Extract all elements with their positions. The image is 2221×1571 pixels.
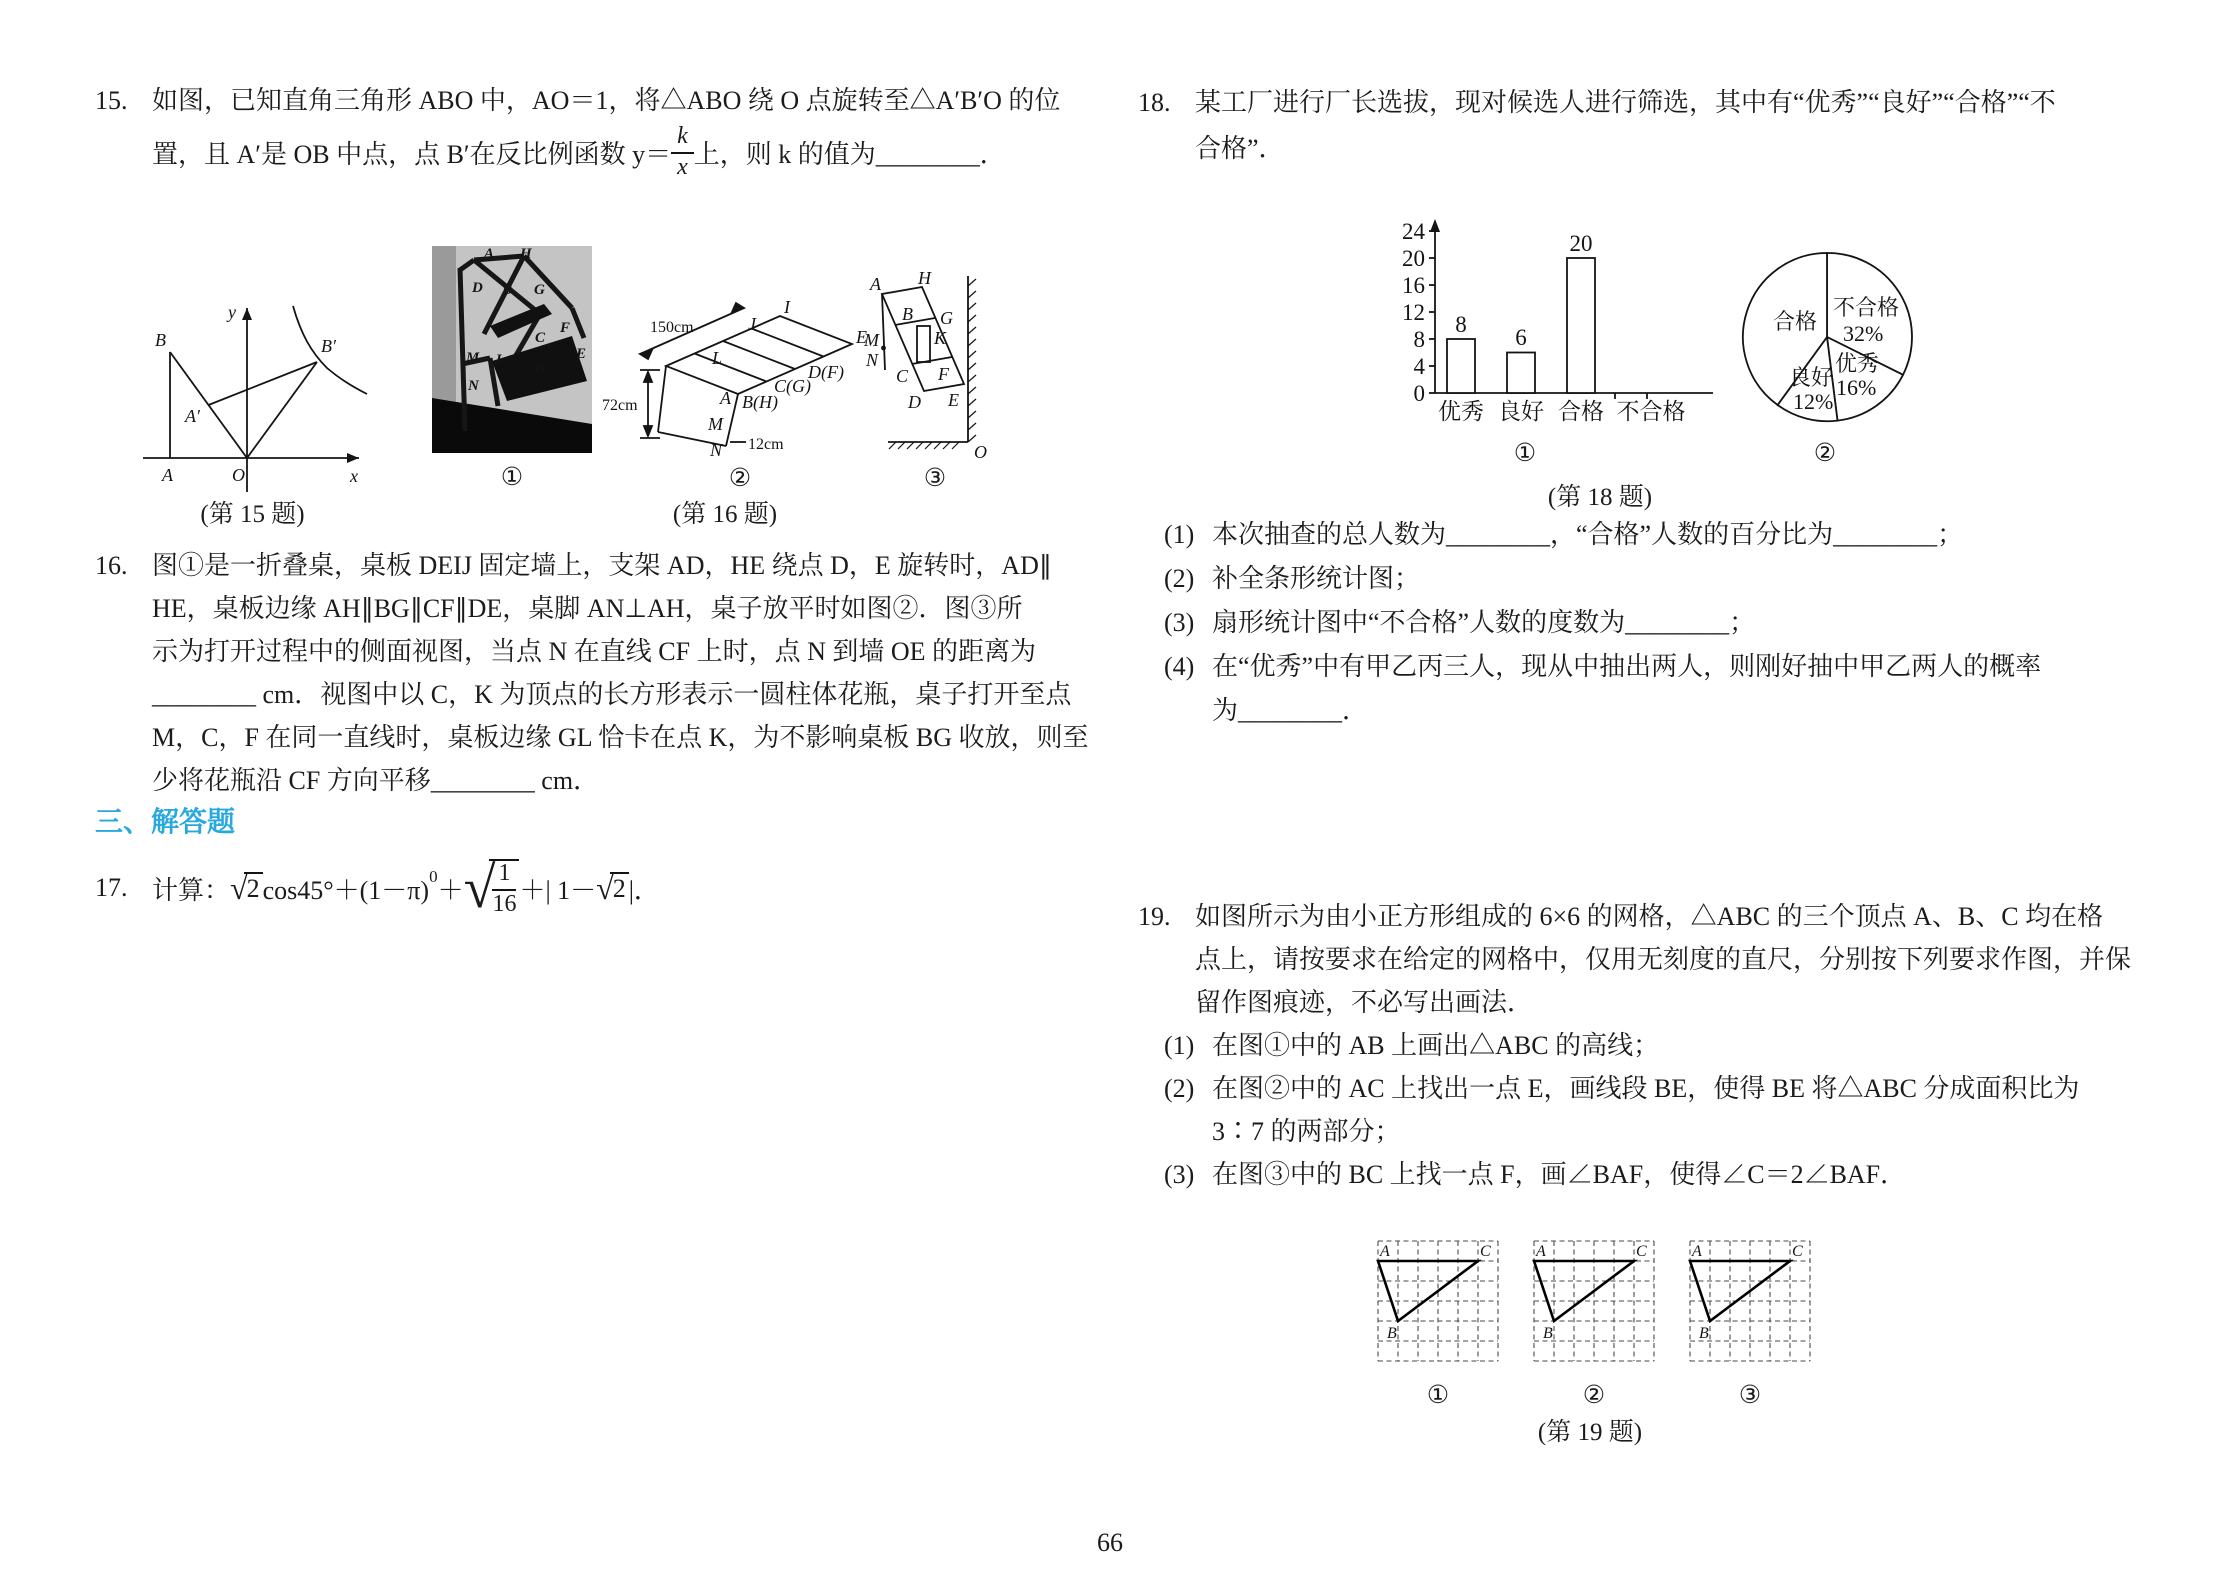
pie-label-buhege: 不合格 <box>1833 295 1900 320</box>
p19-line2: 点上，请按要求在给定的网格中，仅用无刻度的直尺，分别按下列要求作图，并保 <box>1195 945 2132 974</box>
dim-12cm: 12cm <box>748 436 784 453</box>
p18-sub4 <box>1164 646 2041 683</box>
sqrt-fraction <box>463 855 520 920</box>
grid3-label-A: A <box>1692 1243 1702 1260</box>
fig2-label-BH: B(H) <box>742 392 778 412</box>
p19-sub1 <box>1164 1025 1659 1062</box>
fig3-label-N: N <box>866 350 879 370</box>
p19-line3: 留作图痕迹，不必写出画法． <box>1195 988 1534 1017</box>
figure-16-diagram-3-caption: ③ <box>923 465 947 492</box>
p17-mid1: cos45°＋(1－π) <box>262 875 430 905</box>
triangle-ABC <box>1534 1261 1634 1321</box>
p19-sub3-number: (3) <box>1164 1160 1195 1189</box>
p18-sub3 <box>1164 602 1755 639</box>
cat-lianghao: 良好 <box>1498 399 1544 424</box>
fig2-label-J: J <box>748 314 756 334</box>
photo-label-M: M <box>466 350 480 366</box>
label-B-prime: B′ <box>321 336 336 356</box>
label-A: A <box>162 465 173 485</box>
pie-chart-caption: ② <box>1813 440 1837 467</box>
pie-chart <box>1735 243 1925 443</box>
bar-chart-ytick-labels <box>1402 219 1426 406</box>
fig2-label-CG: C(G) <box>774 376 811 396</box>
value-8: 8 <box>1455 312 1467 337</box>
fig2-label-A: A <box>720 388 731 408</box>
p16-line4: ________ cm．视图中以 C，K 为顶点的长方形表示一圆柱体花瓶，桌子打开至点 <box>152 680 1072 709</box>
y-axis-label: y <box>228 302 236 322</box>
fig2-label-M: M <box>708 414 723 434</box>
p18-sub4-wrap: 为________． <box>1212 696 1369 725</box>
p18-sub3-number: (3) <box>1164 608 1195 637</box>
photo-label-N: N <box>468 378 479 394</box>
fig3-label-H: H <box>918 268 931 288</box>
radicand-2b: 2 <box>610 872 629 904</box>
p18-sub1-text: 本次抽查的总人数为________，“合格”人数的百分比为________； <box>1212 520 1964 549</box>
x-axis-label: x <box>350 466 358 486</box>
p16-line3: 示为打开过程中的侧面视图，当点 N 在直线 CF 上时，点 N 到墙 OE 的距离为 <box>152 637 1037 666</box>
p17-end: |． <box>628 875 660 905</box>
p17-prefix: 计算： <box>152 875 231 905</box>
p16-line1 <box>95 545 1052 582</box>
figure-18-caption: (第 18 题) <box>1547 484 1653 511</box>
bar-youxiu <box>1447 339 1475 393</box>
grid-1-caption: ① <box>1426 1382 1450 1409</box>
p19-sub1-text: 在图①中的 AB 上画出△ABC 的高线； <box>1212 1031 1660 1060</box>
fig2-label-N: N <box>710 440 723 460</box>
p18-line1 <box>1138 82 2056 119</box>
sqrt-2-first <box>230 872 263 904</box>
p18-sub1 <box>1164 514 1963 551</box>
p18-sub1-number: (1) <box>1164 520 1195 549</box>
radical-sign: √ <box>230 870 248 906</box>
radicand-2: 2 <box>244 872 263 904</box>
photo-label-J: J <box>494 352 502 368</box>
fraction-numerator: k <box>671 124 694 153</box>
photo-label-G: G <box>534 282 545 298</box>
p18-sub3-text: 扇形统计图中“不合格”人数的度数为________； <box>1212 608 1756 637</box>
fig3-label-C: C <box>896 366 909 386</box>
p18-sub4-number: (4) <box>1164 652 1195 681</box>
fig3-label-B: B <box>902 304 913 324</box>
fraction-1-over-16 <box>492 861 516 916</box>
ytick-4: 4 <box>1413 354 1425 379</box>
bar-lianghao <box>1507 353 1535 394</box>
p19-number: 19. <box>1138 902 1171 931</box>
value-20: 20 <box>1569 231 1593 256</box>
fig2-label-E: E <box>856 327 867 347</box>
p18-sub2-text: 补全条形统计图； <box>1212 564 1421 593</box>
p19-sub2 <box>1164 1068 2079 1105</box>
p17-mid2: ＋| 1－ <box>519 875 597 905</box>
p19-sub2-text: 在图②中的 AC 上找出一点 E，画线段 BE，使得 BE 将△ABC 分成面积比为 <box>1212 1074 2080 1103</box>
p16-line5: M，C，F 在同一直线时，桌板边缘 GL 恰卡在点 K，为不影响桌板 BG 收放，则至 <box>152 723 1089 752</box>
fraction-k-over-x <box>671 124 694 179</box>
fig2-label-DF: D(F) <box>808 362 844 382</box>
dim-72cm: 72cm <box>602 397 638 414</box>
fig3-label-O: O <box>974 442 987 462</box>
p16-line1-text: 图①是一折叠桌，桌板 DEIJ 固定墙上，支架 AD，HE 绕点 D，E 旋转时，AD∥ <box>152 551 1052 580</box>
ytick-12: 12 <box>1402 300 1425 325</box>
ytick-20: 20 <box>1402 246 1425 271</box>
dim-150cm: 150cm <box>650 319 694 336</box>
ytick-24: 24 <box>1402 219 1425 244</box>
pie-label-youxiu: 优秀 <box>1835 351 1880 376</box>
figure-16-photo <box>432 246 592 453</box>
fig3-label-G: G <box>940 308 953 328</box>
photo-label-B: B <box>502 282 513 298</box>
fraction-denominator: x <box>677 153 688 180</box>
radical-sign: √ <box>596 870 614 906</box>
fraction-numerator: 1 <box>492 861 516 890</box>
label-O: O <box>232 465 245 485</box>
figure-15-caption: (第 15 题) <box>200 501 305 528</box>
p15-line2 <box>152 118 1006 186</box>
p17-number: 17. <box>95 873 128 902</box>
p15-number: 15. <box>95 86 128 115</box>
p18-sub2-number: (2) <box>1164 564 1195 593</box>
pie-label-hege: 合格 <box>1773 309 1818 334</box>
grid3-label-B: B <box>1699 1325 1709 1342</box>
grid-2-caption: ② <box>1582 1382 1606 1409</box>
fig3-label-F: F <box>938 364 949 384</box>
fig2-label-I: I <box>784 297 790 317</box>
figure-16-diagram-2 <box>602 296 892 464</box>
grid2-label-B: B <box>1543 1325 1553 1342</box>
bar-chart-caption: ① <box>1513 440 1537 467</box>
grid2-label-C: C <box>1636 1243 1647 1260</box>
p15-line1-text: 如图，已知直角三角形 ABO 中，AO＝1，将△ABO 绕 O 点旋转至△A′B′O 的位 <box>152 86 1061 115</box>
fraction-denominator: 16 <box>492 890 517 917</box>
bar-chart-y-arrow <box>1430 219 1440 232</box>
p17-line <box>95 846 660 930</box>
page-number: 66 <box>1097 1528 1123 1557</box>
cat-youxiu: 优秀 <box>1438 399 1484 424</box>
triangle-ABC <box>1378 1261 1478 1321</box>
p15-line2a-text: 置，且 A′是 OB 中点，点 B′在反比例函数 y＝ <box>152 139 672 169</box>
fig3-label-A: A <box>870 274 881 294</box>
figure-16-diagram-2-caption: ② <box>728 465 752 492</box>
photo-label-D2: D <box>534 362 545 378</box>
x-axis-arrow <box>347 453 359 463</box>
pie-pct-buhege: 32% <box>1843 321 1884 346</box>
photo-label-C: C <box>535 330 546 346</box>
grid-3-caption: ③ <box>1738 1382 1762 1409</box>
ytick-0: 0 <box>1413 381 1425 406</box>
grid3-label-C: C <box>1792 1243 1803 1260</box>
fig3-label-D: D <box>908 392 921 412</box>
pie-pct-lianghao: 12% <box>1793 389 1834 414</box>
value-6: 6 <box>1515 325 1527 350</box>
grid1-label-C: C <box>1480 1243 1491 1260</box>
label-B: B <box>155 330 166 350</box>
grid2-label-A: A <box>1536 1243 1546 1260</box>
p18-sub2 <box>1164 558 1420 595</box>
pie-label-lianghao: 良好 <box>1789 365 1834 390</box>
figure-16-diagram-3 <box>862 268 1012 462</box>
fig2-label-L: L <box>712 348 723 368</box>
p15-line1 <box>95 80 1060 117</box>
label-A-prime: A′ <box>185 406 200 426</box>
cat-hege: 合格 <box>1558 399 1604 424</box>
fig3-label-M: M <box>864 330 879 350</box>
p16-number: 16. <box>95 551 128 580</box>
fig3-label-K: K <box>934 328 947 348</box>
p18-sub4-text: 在“优秀”中有甲乙丙三人，现从中抽出两人，则刚好抽中甲乙两人的概率 <box>1212 652 2042 681</box>
photo-label-A: A <box>484 246 495 262</box>
triangle-ABC <box>1690 1261 1790 1321</box>
p18-line2: 合格”． <box>1195 134 1285 163</box>
p19-sub3 <box>1164 1154 1906 1191</box>
p16-line6: 少将花瓶沿 CF 方向平移________ cm． <box>152 766 600 795</box>
fig3-point-dot <box>881 346 886 351</box>
figure-16-caption: (第 16 题) <box>672 501 778 528</box>
p18-line1-text: 某工厂进行厂长选拔，现对候选人进行筛选，其中有“优秀”“良好”“合格”“不 <box>1195 88 2056 117</box>
photo-label-D: D <box>472 280 483 296</box>
grid1-label-A: A <box>1380 1243 1390 1260</box>
p15-line2b-text: 上，则 k 的值为________． <box>693 139 1006 169</box>
p19-line1-text: 如图所示为由小正方形组成的 6×6 的网格，△ABC 的三个顶点 A、B、C 均在格 <box>1195 902 2104 931</box>
y-axis-arrow <box>242 308 252 320</box>
grid1-label-B: B <box>1387 1325 1397 1342</box>
triangles <box>170 352 317 458</box>
figure-15-coordinate-diagram <box>135 290 370 495</box>
cat-buhege: 不合格 <box>1616 399 1686 424</box>
p17-exponent-0: 0 <box>429 867 438 886</box>
grid-figure-2 <box>1531 1238 1657 1364</box>
bar-chart <box>1385 205 1725 430</box>
p19-line1 <box>1138 896 2103 933</box>
p19-sub2-number: (2) <box>1164 1074 1195 1103</box>
fig3-structure <box>882 276 968 442</box>
bar-hege <box>1567 258 1595 393</box>
photo-label-H: H <box>520 246 532 262</box>
section-3-header: 三、解答题 <box>95 806 236 837</box>
p19-sub2-wrap: 3∶7 的两部分； <box>1212 1117 1401 1146</box>
p19-sub1-number: (1) <box>1164 1031 1195 1060</box>
ytick-16: 16 <box>1402 273 1425 298</box>
grid-figure-1 <box>1375 1238 1501 1364</box>
p17-plus: ＋ <box>437 875 464 905</box>
photo-label-F: F <box>560 320 571 336</box>
radicand-fraction <box>489 859 519 916</box>
figure-16-photo-caption: ① <box>500 464 524 491</box>
pie-pct-youxiu: 16% <box>1836 375 1877 400</box>
p18-number: 18. <box>1138 88 1171 117</box>
figure-19-caption: (第 19 题) <box>1537 1419 1643 1446</box>
bar-category-labels <box>1438 399 1686 424</box>
ytick-8: 8 <box>1413 327 1425 352</box>
sqrt-2-second <box>596 872 629 904</box>
photo-label-E: E <box>576 346 587 362</box>
p16-line2: HE，桌板边缘 AH∥BG∥CF∥DE，桌脚 AN⊥AH，桌子放平时如图②．图③所 <box>152 594 1023 623</box>
radical-sign: √ <box>463 855 496 920</box>
p19-sub3-text: 在图③中的 BC 上找一点 F，画∠BAF，使得∠C＝2∠BAF． <box>1212 1160 1907 1189</box>
grid-figure-3 <box>1687 1238 1813 1364</box>
fig3-label-E: E <box>948 390 959 410</box>
